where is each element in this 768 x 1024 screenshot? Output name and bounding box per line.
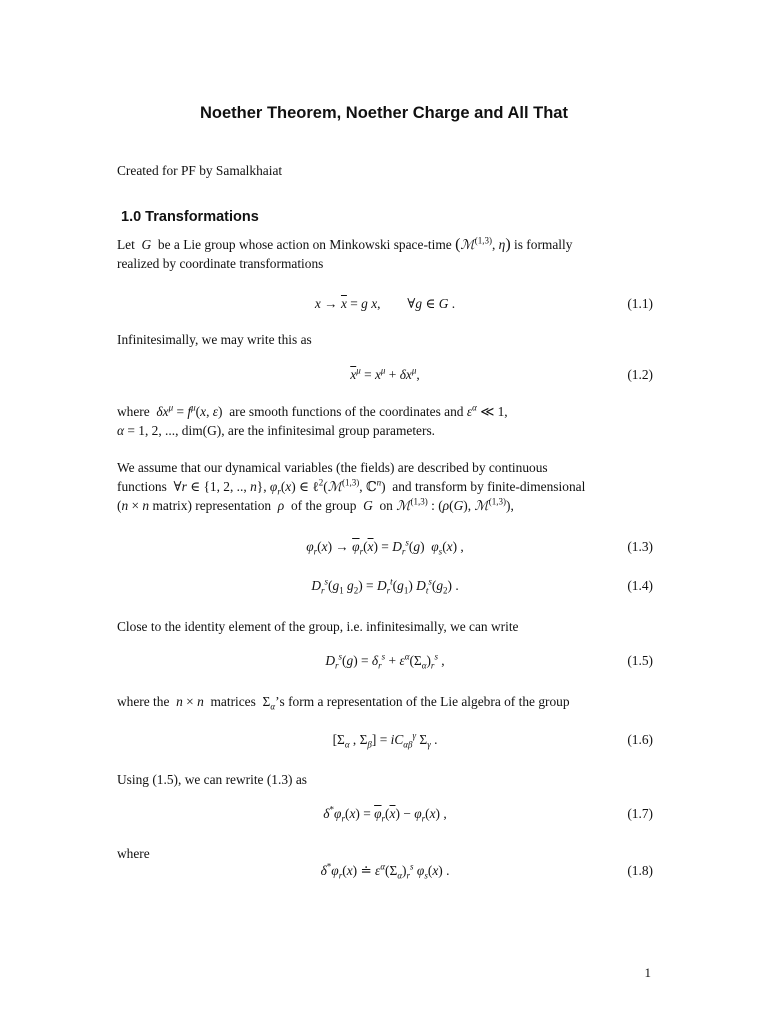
paragraph-fields: We assume that our dynamical variables (the fields) are described by continuous functions ∀r ∈ {1, 2, .., n}, $\varphi_r(x)$ ∈ ℓ$^2$(ℳ$^{(1,3)}$, ℂ$^n$) and transform by finite-dimensional (n × n matrix) representation ρ of the group G on ℳ$^{(1,3)}$ : (ρ(G), ℳ$^{(1,3)}$), [117, 460, 586, 513]
equation-1-6: [$\Sigma_\alpha$ , $\Sigma_\beta] = iC_{\alpha\beta}^\gamma$ $\Sigma_\gamma$ . (1.6) [332, 730, 653, 750]
equation-1-3: $\varphi_r(x) \to \overline{\varphi}_r(\overline{x}) = D_r^s(g)$ $\varphi_s(x)$ , (1.3) [306, 537, 653, 557]
equation-number: (1.2) [627, 367, 653, 382]
paragraph-identity: Close to the identity element of the group, i.e. infinitesimally, we can write [117, 619, 519, 634]
paragraph-where-smooth: where $\delta x^\mu = f^\mu(x$, ε) are smooth functions of the coordinates and $\varepsilon^\alpha$ ≪ 1, α = 1, 2, ..., dim(G), are the infinitesimal group parameters. [117, 402, 508, 438]
equation-number: (1.8) [627, 863, 653, 878]
equation-1-8: $\delta^*\varphi_r(x)$ ≐ $\varepsilon^\alpha(\Sigma_\alpha)_r^s$ $\varphi_s(x)$ . (1.8) [320, 861, 653, 881]
equation-1-2: $\overline{x}^\mu = x^\mu + \delta x^\mu$, (1.2) [350, 365, 653, 382]
equation-number: (1.6) [627, 732, 653, 747]
paragraph-lie-group: Let G be a Lie group whose action on Minkowski space-time (ℳ$^{(1,3)}$, η) is formally realized by coordinate transformations [117, 235, 573, 271]
equation-1-4: $D_r^s(g_1$ $g_2) = D_r^t(g_1)$ $D_t^s(g_2)$ . (1.4) [311, 576, 653, 596]
equation-1-7: $\delta^*\varphi_r(x) = \overline{\varphi}_r(\overline{x}) - \varphi_r(x)$ , (1.7) [323, 804, 653, 824]
paper-title: Noether Theorem, Noether Charge and All That [200, 104, 568, 122]
equation-1-1: $x \to \overline{x} = g$ x, ∀g ∈ G . (1.1) [314, 296, 653, 311]
equation-number: (1.1) [627, 296, 653, 311]
page-number: 1 [644, 965, 651, 980]
paragraph-rewrite: Using (1.5), we can rewrite (1.3) as [117, 772, 308, 787]
paragraph-where: where [117, 846, 150, 861]
paragraph-infinitesimal: Infinitesimally, we may write this as [117, 332, 312, 347]
paragraph-lie-algebra: where the n × n matrices $\Sigma_\alpha’s$ form a representation of the Lie algebra of the group [117, 694, 570, 712]
author-credit: Created for PF by Samalkhaiat [117, 163, 283, 178]
equation-number: (1.7) [627, 806, 653, 821]
section-heading: 1.0 Transformations [121, 209, 259, 225]
equation-number: (1.4) [627, 578, 653, 593]
equation-number: (1.5) [627, 653, 653, 668]
equation-1-5: $D_r^s(g) = \delta_r^s + \varepsilon^\alpha(\Sigma_\alpha)_r^s$ , (1.5) [325, 651, 653, 671]
equation-number: (1.3) [627, 539, 653, 554]
